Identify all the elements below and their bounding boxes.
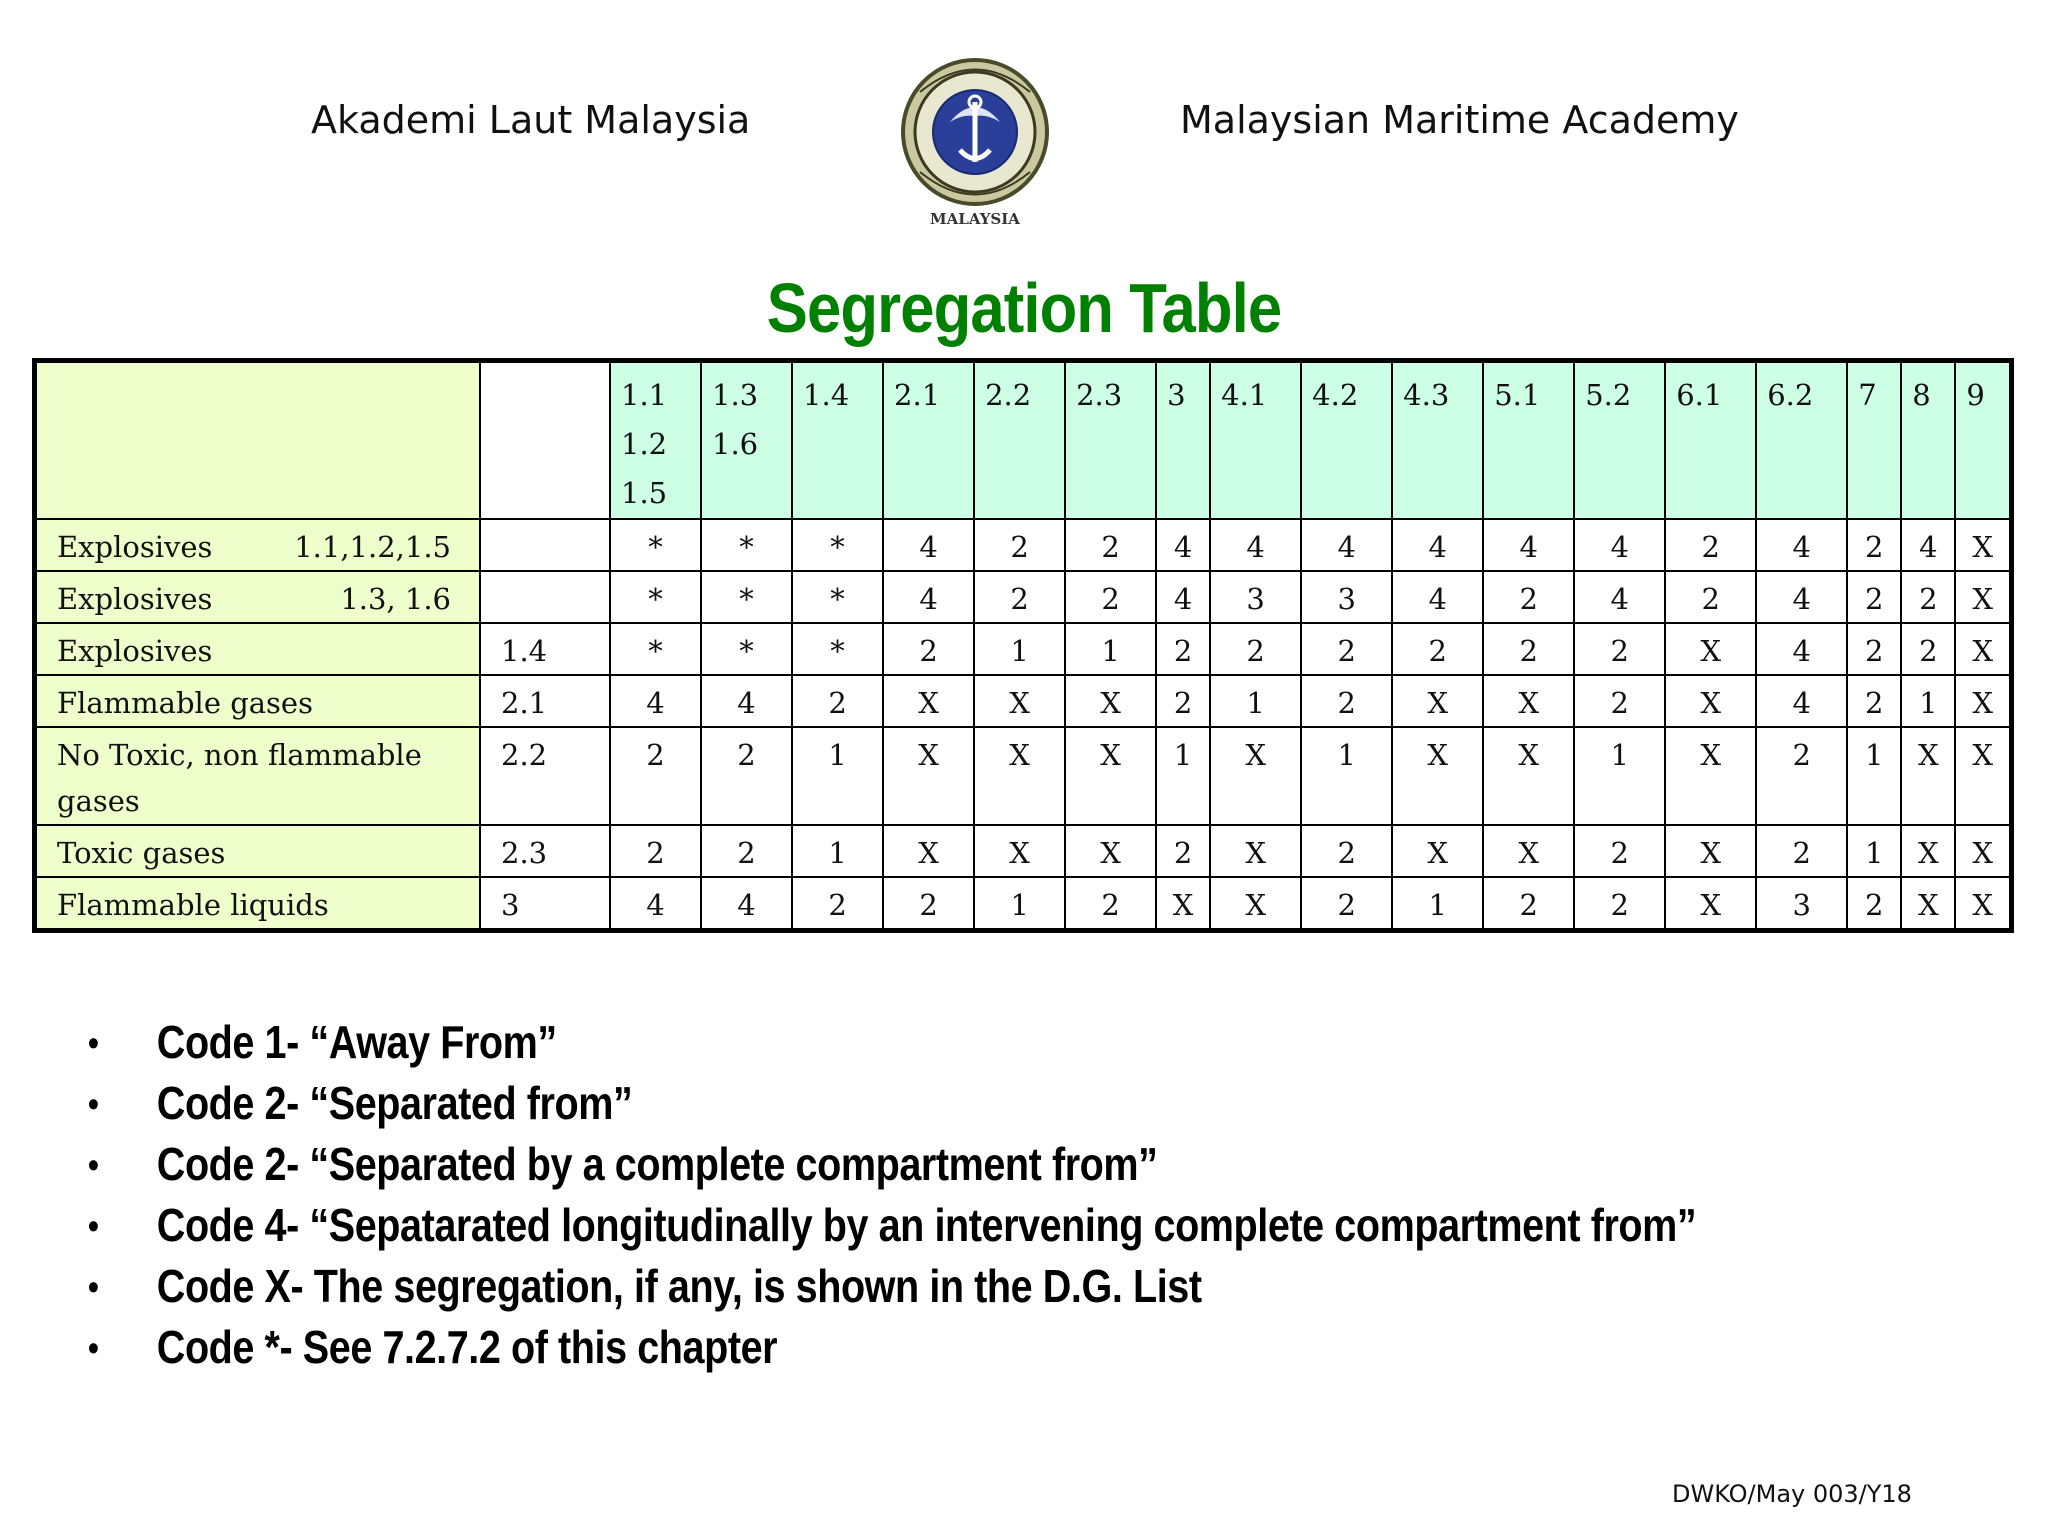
column-header-label: 7	[1858, 378, 1877, 412]
segregation-value-cell: 2	[1756, 825, 1847, 877]
segregation-value-cell: X	[1210, 825, 1301, 877]
segregation-value-cell: 4	[610, 877, 701, 931]
segregation-value-cell: 1	[1847, 727, 1901, 825]
segregation-value-cell: 1	[974, 877, 1065, 931]
column-header-6	[1156, 361, 1210, 520]
row-class-cell	[480, 571, 610, 623]
segregation-value-cell: 4	[1756, 571, 1847, 623]
segregation-value-cell: *	[792, 571, 883, 623]
segregation-value-cell: 4	[701, 675, 792, 727]
segregation-value-cell: *	[792, 519, 883, 571]
column-header-label: 4.2	[1312, 378, 1359, 412]
row-name-cell	[35, 877, 481, 931]
row-name: No Toxic, non flammable gases	[57, 738, 422, 818]
segregation-value-cell: 2	[1065, 877, 1156, 931]
table-header-row	[35, 361, 2012, 520]
row-class-cell	[480, 519, 610, 571]
segregation-value-cell: 2	[974, 519, 1065, 571]
segregation-value-cell: X	[1901, 877, 1955, 931]
column-header-label: 1.2	[621, 427, 668, 461]
segregation-value-cell: 1	[1301, 727, 1392, 825]
segregation-value-cell: 2	[701, 727, 792, 825]
segregation-value-cell: 2	[1847, 571, 1901, 623]
bullet-icon: •	[88, 1083, 99, 1124]
segregation-value-cell: X	[1665, 727, 1756, 825]
segregation-value-cell: *	[701, 519, 792, 571]
code-legend-text: Code X- The segregation, if any, is shown in the D.G. List	[156, 1260, 1202, 1312]
row-name: Flammable gases	[57, 686, 313, 720]
segregation-value-cell: 2	[1301, 623, 1392, 675]
table-row	[35, 571, 2012, 623]
segregation-value-cell: 2	[1301, 877, 1392, 931]
segregation-value-cell: 4	[1756, 675, 1847, 727]
column-header-12	[1665, 361, 1756, 520]
row-name: Explosives	[57, 582, 213, 616]
segregation-value-cell: 2	[1574, 825, 1665, 877]
segregation-value-cell: X	[1955, 519, 2011, 571]
header-left-title: Akademi Laut Malaysia	[311, 98, 751, 142]
column-header-0	[610, 361, 701, 520]
segregation-value-cell: 2	[1901, 623, 1955, 675]
segregation-value-cell: 2	[1301, 675, 1392, 727]
segregation-value-cell: X	[1156, 877, 1210, 931]
segregation-value-cell: 4	[1756, 519, 1847, 571]
row-class-cell: 1.4	[480, 623, 610, 675]
segregation-value-cell: X	[1955, 825, 2011, 877]
column-header-3	[883, 361, 974, 520]
header-corner-cell	[35, 361, 481, 520]
segregation-value-cell: X	[883, 727, 974, 825]
segregation-value-cell: X	[1901, 825, 1955, 877]
segregation-value-cell: 1	[1392, 877, 1483, 931]
column-header-4	[974, 361, 1065, 520]
bullet-icon: •	[88, 1022, 99, 1063]
segregation-value-cell: 1	[792, 727, 883, 825]
segregation-value-cell: 1	[1210, 675, 1301, 727]
segregation-value-cell: X	[883, 675, 974, 727]
table-row	[35, 623, 2012, 675]
column-header-label: 2.2	[985, 378, 1032, 412]
segregation-value-cell: 1	[1156, 727, 1210, 825]
column-header-label: 1.5	[621, 476, 668, 510]
column-header-10	[1483, 361, 1574, 520]
segregation-value-cell: X	[974, 727, 1065, 825]
row-name-cell	[35, 571, 481, 623]
segregation-value-cell: 2	[1483, 877, 1574, 931]
segregation-value-cell: 2	[792, 675, 883, 727]
table-row	[35, 877, 2012, 931]
segregation-value-cell: X	[1665, 675, 1756, 727]
segregation-value-cell: 2	[883, 877, 974, 931]
segregation-value-cell: X	[1392, 825, 1483, 877]
column-header-label: 5.1	[1494, 378, 1541, 412]
segregation-value-cell: X	[1065, 825, 1156, 877]
segregation-value-cell: 2	[701, 825, 792, 877]
segregation-value-cell: X	[883, 825, 974, 877]
segregation-value-cell: 4	[1156, 519, 1210, 571]
segregation-value-cell: 2	[1847, 877, 1901, 931]
code-legend-item	[88, 1317, 1696, 1378]
segregation-value-cell: 2	[1756, 727, 1847, 825]
row-name-cell	[35, 675, 481, 727]
table-row	[35, 675, 2012, 727]
segregation-value-cell: X	[1955, 877, 2011, 931]
column-header-label: 6.1	[1676, 378, 1723, 412]
segregation-value-cell: 2	[1665, 571, 1756, 623]
segregation-value-cell: 2	[792, 877, 883, 931]
row-class-cell: 2.2	[480, 727, 610, 825]
bullet-icon: •	[88, 1327, 99, 1368]
code-legend-text: Code *- See 7.2.7.2 of this chapter	[156, 1321, 778, 1373]
segregation-value-cell: 1	[1901, 675, 1955, 727]
column-header-16	[1955, 361, 2011, 520]
segregation-value-cell: 4	[1156, 571, 1210, 623]
segregation-value-cell: *	[792, 623, 883, 675]
segregation-value-cell: 2	[1847, 675, 1901, 727]
segregation-value-cell: 2	[1847, 623, 1901, 675]
segregation-value-cell: X	[1955, 727, 2011, 825]
row-name-cell	[35, 623, 481, 675]
row-name: Flammable liquids	[57, 888, 329, 922]
code-legend-list	[88, 1012, 1958, 1378]
segregation-value-cell: 3	[1210, 571, 1301, 623]
segregation-value-cell: 1	[1065, 623, 1156, 675]
row-name: Toxic gases	[57, 836, 226, 870]
column-header-label: 1.3	[712, 378, 759, 412]
column-header-label: 2.1	[894, 378, 941, 412]
row-name-cell	[35, 727, 481, 825]
segregation-value-cell: 2	[1665, 519, 1756, 571]
column-header-label: 9	[1966, 378, 1985, 412]
segregation-value-cell: 2	[1301, 825, 1392, 877]
row-class-cell: 2.1	[480, 675, 610, 727]
segregation-value-cell: X	[1665, 825, 1756, 877]
code-legend-item	[88, 1256, 1696, 1317]
segregation-value-cell: X	[1392, 727, 1483, 825]
segregation-value-cell: X	[1901, 727, 1955, 825]
row-name-cell	[35, 519, 481, 571]
segregation-value-cell: 4	[1901, 519, 1955, 571]
segregation-value-cell: X	[974, 675, 1065, 727]
column-header-8	[1301, 361, 1392, 520]
segregation-value-cell: X	[1065, 727, 1156, 825]
column-header-15	[1901, 361, 1955, 520]
segregation-value-cell: 2	[1156, 623, 1210, 675]
segregation-value-cell: 2	[1483, 623, 1574, 675]
segregation-value-cell: 4	[701, 877, 792, 931]
bullet-icon: •	[88, 1144, 99, 1185]
segregation-value-cell: *	[701, 571, 792, 623]
segregation-value-cell: X	[1210, 727, 1301, 825]
column-header-2	[792, 361, 883, 520]
segregation-value-cell: 2	[1392, 623, 1483, 675]
segregation-value-cell: 4	[883, 519, 974, 571]
logo-caption: MALAYSIA	[930, 210, 1020, 228]
column-header-9	[1392, 361, 1483, 520]
segregation-value-cell: 4	[1574, 571, 1665, 623]
row-name: Explosives	[57, 634, 213, 668]
column-header-label: 5.2	[1585, 378, 1632, 412]
column-header-label: 1.6	[712, 427, 759, 461]
segregation-value-cell: *	[610, 623, 701, 675]
segregation-value-cell: 2	[1065, 571, 1156, 623]
segregation-value-cell: *	[610, 519, 701, 571]
segregation-value-cell: 4	[1756, 623, 1847, 675]
segregation-value-cell: X	[1665, 623, 1756, 675]
column-header-7	[1210, 361, 1301, 520]
segregation-value-cell: 2	[1574, 877, 1665, 931]
segregation-value-cell: X	[1210, 877, 1301, 931]
header-class-cell	[480, 361, 610, 520]
segregation-value-cell: 1	[1847, 825, 1901, 877]
page-title: Segregation Table	[766, 269, 1282, 347]
segregation-value-cell: 2	[1483, 571, 1574, 623]
table-row	[35, 825, 2012, 877]
segregation-value-cell: 4	[1483, 519, 1574, 571]
row-name-class: 1.1,1.2,1.5	[294, 530, 451, 564]
table-row	[35, 727, 2012, 825]
row-name: Explosives	[57, 530, 213, 564]
row-name-class: 1.3, 1.6	[340, 582, 451, 616]
segregation-value-cell: 2	[1574, 675, 1665, 727]
segregation-value-cell: X	[1483, 727, 1574, 825]
segregation-value-cell: 2	[1901, 571, 1955, 623]
segregation-value-cell: 2	[974, 571, 1065, 623]
segregation-value-cell: X	[1483, 675, 1574, 727]
segregation-value-cell: 1	[974, 623, 1065, 675]
code-legend-text: Code 1- “Away From”	[156, 1016, 557, 1068]
code-legend-item	[88, 1134, 1696, 1195]
segregation-value-cell: X	[1392, 675, 1483, 727]
segregation-value-cell: 2	[1574, 623, 1665, 675]
segregation-value-cell: 2	[610, 727, 701, 825]
column-header-label: 4.3	[1403, 378, 1450, 412]
segregation-value-cell: 2	[610, 825, 701, 877]
segregation-value-cell: 2	[1156, 675, 1210, 727]
segregation-value-cell: X	[1665, 877, 1756, 931]
code-legend-item	[88, 1012, 1696, 1073]
segregation-value-cell: 3	[1301, 571, 1392, 623]
header-right-title: Malaysian Maritime Academy	[1180, 98, 1739, 142]
segregation-value-cell: 2	[883, 623, 974, 675]
footer-reference: DWKO/May 003/Y18	[1672, 1480, 1912, 1508]
column-header-label: 6.2	[1767, 378, 1814, 412]
segregation-value-cell: *	[610, 571, 701, 623]
row-class-cell: 3	[480, 877, 610, 931]
segregation-value-cell: 2	[1847, 519, 1901, 571]
code-legend-item	[88, 1195, 1696, 1256]
segregation-value-cell: 4	[1392, 519, 1483, 571]
segregation-value-cell: 2	[1210, 623, 1301, 675]
segregation-value-cell: 4	[1574, 519, 1665, 571]
code-legend-text: Code 4- “Sepatarated longitudinally by an intervening complete compartment from”	[156, 1199, 1697, 1251]
column-header-14	[1847, 361, 1901, 520]
academy-logo	[890, 52, 1060, 232]
segregation-value-cell: X	[1955, 675, 2011, 727]
segregation-value-cell: 3	[1756, 877, 1847, 931]
column-header-13	[1756, 361, 1847, 520]
column-header-5	[1065, 361, 1156, 520]
segregation-table	[32, 358, 2014, 933]
segregation-value-cell: X	[1483, 825, 1574, 877]
bullet-icon: •	[88, 1266, 99, 1307]
column-header-label: 1.4	[803, 378, 850, 412]
code-legend-item	[88, 1073, 1696, 1134]
segregation-value-cell: X	[1955, 623, 2011, 675]
column-header-11	[1574, 361, 1665, 520]
bullet-icon: •	[88, 1205, 99, 1246]
row-name-cell	[35, 825, 481, 877]
segregation-value-cell: 4	[883, 571, 974, 623]
code-legend-text: Code 2- “Separated from”	[156, 1077, 633, 1129]
segregation-value-cell: 2	[1156, 825, 1210, 877]
segregation-value-cell: X	[974, 825, 1065, 877]
segregation-value-cell: 4	[610, 675, 701, 727]
column-header-1	[701, 361, 792, 520]
segregation-value-cell: 4	[1210, 519, 1301, 571]
segregation-value-cell: 4	[1301, 519, 1392, 571]
row-class-cell: 2.3	[480, 825, 610, 877]
column-header-label: 3	[1167, 378, 1186, 412]
column-header-label: 2.3	[1076, 378, 1123, 412]
segregation-value-cell: X	[1955, 571, 2011, 623]
code-legend-text: Code 2- “Separated by a complete compartment from”	[156, 1138, 1158, 1190]
segregation-value-cell: 1	[792, 825, 883, 877]
segregation-value-cell: 1	[1574, 727, 1665, 825]
table-row	[35, 519, 2012, 571]
column-header-label: 8	[1912, 378, 1931, 412]
segregation-value-cell: 2	[1065, 519, 1156, 571]
segregation-value-cell: 4	[1392, 571, 1483, 623]
column-header-label: 1.1	[621, 378, 668, 412]
segregation-value-cell: X	[1065, 675, 1156, 727]
segregation-value-cell: *	[701, 623, 792, 675]
column-header-label: 4.1	[1221, 378, 1268, 412]
